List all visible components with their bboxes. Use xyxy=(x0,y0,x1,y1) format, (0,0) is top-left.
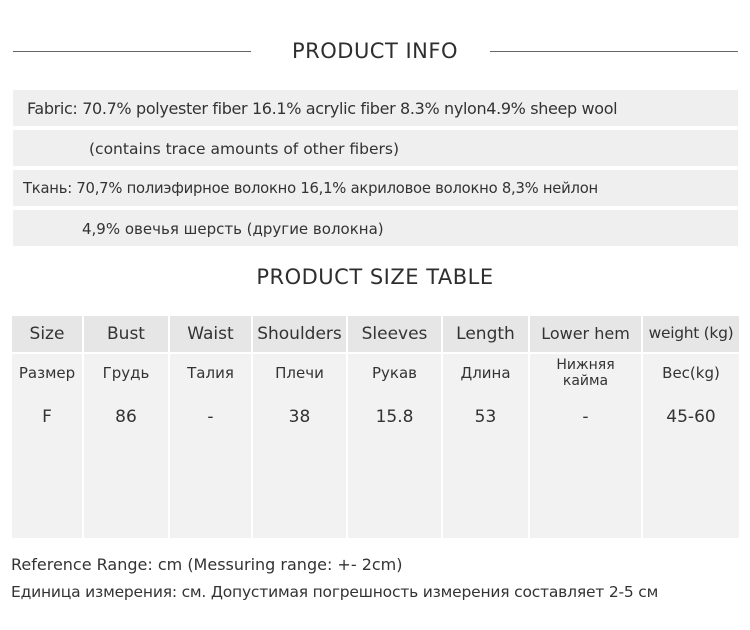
header-shoulders: Shoulders xyxy=(257,324,342,344)
header-ru-length: Длина xyxy=(460,364,511,382)
column-divider xyxy=(251,316,253,538)
header-ru-lower-hem: Нижняя кайма xyxy=(556,357,615,389)
header-lower-hem: Lower hem xyxy=(541,324,630,343)
table-cell-length: 53 xyxy=(474,407,497,427)
table-cell-lower-hem: - xyxy=(582,407,589,427)
header-sleeves: Sleeves xyxy=(361,324,428,344)
header-ru-bust: Грудь xyxy=(102,364,150,382)
column-divider xyxy=(441,316,443,538)
column-divider xyxy=(528,316,530,538)
fabric-line-ru-2: 4,9% овечья шерсть (другие волокна) xyxy=(82,220,384,238)
table-cell-weight: 45-60 xyxy=(666,407,716,427)
header-waist: Waist xyxy=(187,324,234,344)
table-cell-waist: - xyxy=(207,407,214,427)
size-table-title: PRODUCT SIZE TABLE xyxy=(256,265,494,289)
table-cell-bust: 86 xyxy=(115,407,137,427)
fabric-line-en: Fabric: 70.7% polyester fiber 16.1% acrylic fiber 8.3% nylon4.9% sheep wool xyxy=(27,99,618,118)
table-cell-shoulders: 38 xyxy=(288,407,311,427)
column-divider xyxy=(82,316,84,538)
size-table-separator xyxy=(12,352,739,354)
header-ru-waist: Талия xyxy=(187,364,234,382)
table-cell-sleeves: 15.8 xyxy=(375,407,414,427)
title-rule-right xyxy=(490,51,738,52)
header-bust: Bust xyxy=(107,324,145,344)
header-size: Size xyxy=(29,324,65,344)
reference-range-note: Reference Range: cm (Messuring range: +- 2cm) xyxy=(11,555,403,574)
column-divider xyxy=(346,316,348,538)
header-ru-weight: Вес(kg) xyxy=(662,364,720,382)
fabric-trace-note: (contains trace amounts of other fibers) xyxy=(89,140,400,158)
fabric-line-ru: Ткань: 70,7% полиэфирное волокно 16,1% акриловое волокно 8,3% нейлон xyxy=(23,180,598,197)
product-info-title: PRODUCT INFO xyxy=(291,39,458,63)
header-ru-size: Размер xyxy=(18,364,76,382)
header-ru-shoulders: Плечи xyxy=(275,364,324,382)
measurement-note-ru: Единица измерения: см. Допустимая погрешность измерения составляет 2-5 см xyxy=(11,583,659,601)
header-weight: weight (kg) xyxy=(648,324,734,342)
header-ru-sleeves: Рукав xyxy=(371,364,417,382)
column-divider xyxy=(641,316,643,538)
table-cell-size: F xyxy=(42,407,52,427)
column-divider xyxy=(168,316,170,538)
header-length: Length xyxy=(456,324,515,344)
